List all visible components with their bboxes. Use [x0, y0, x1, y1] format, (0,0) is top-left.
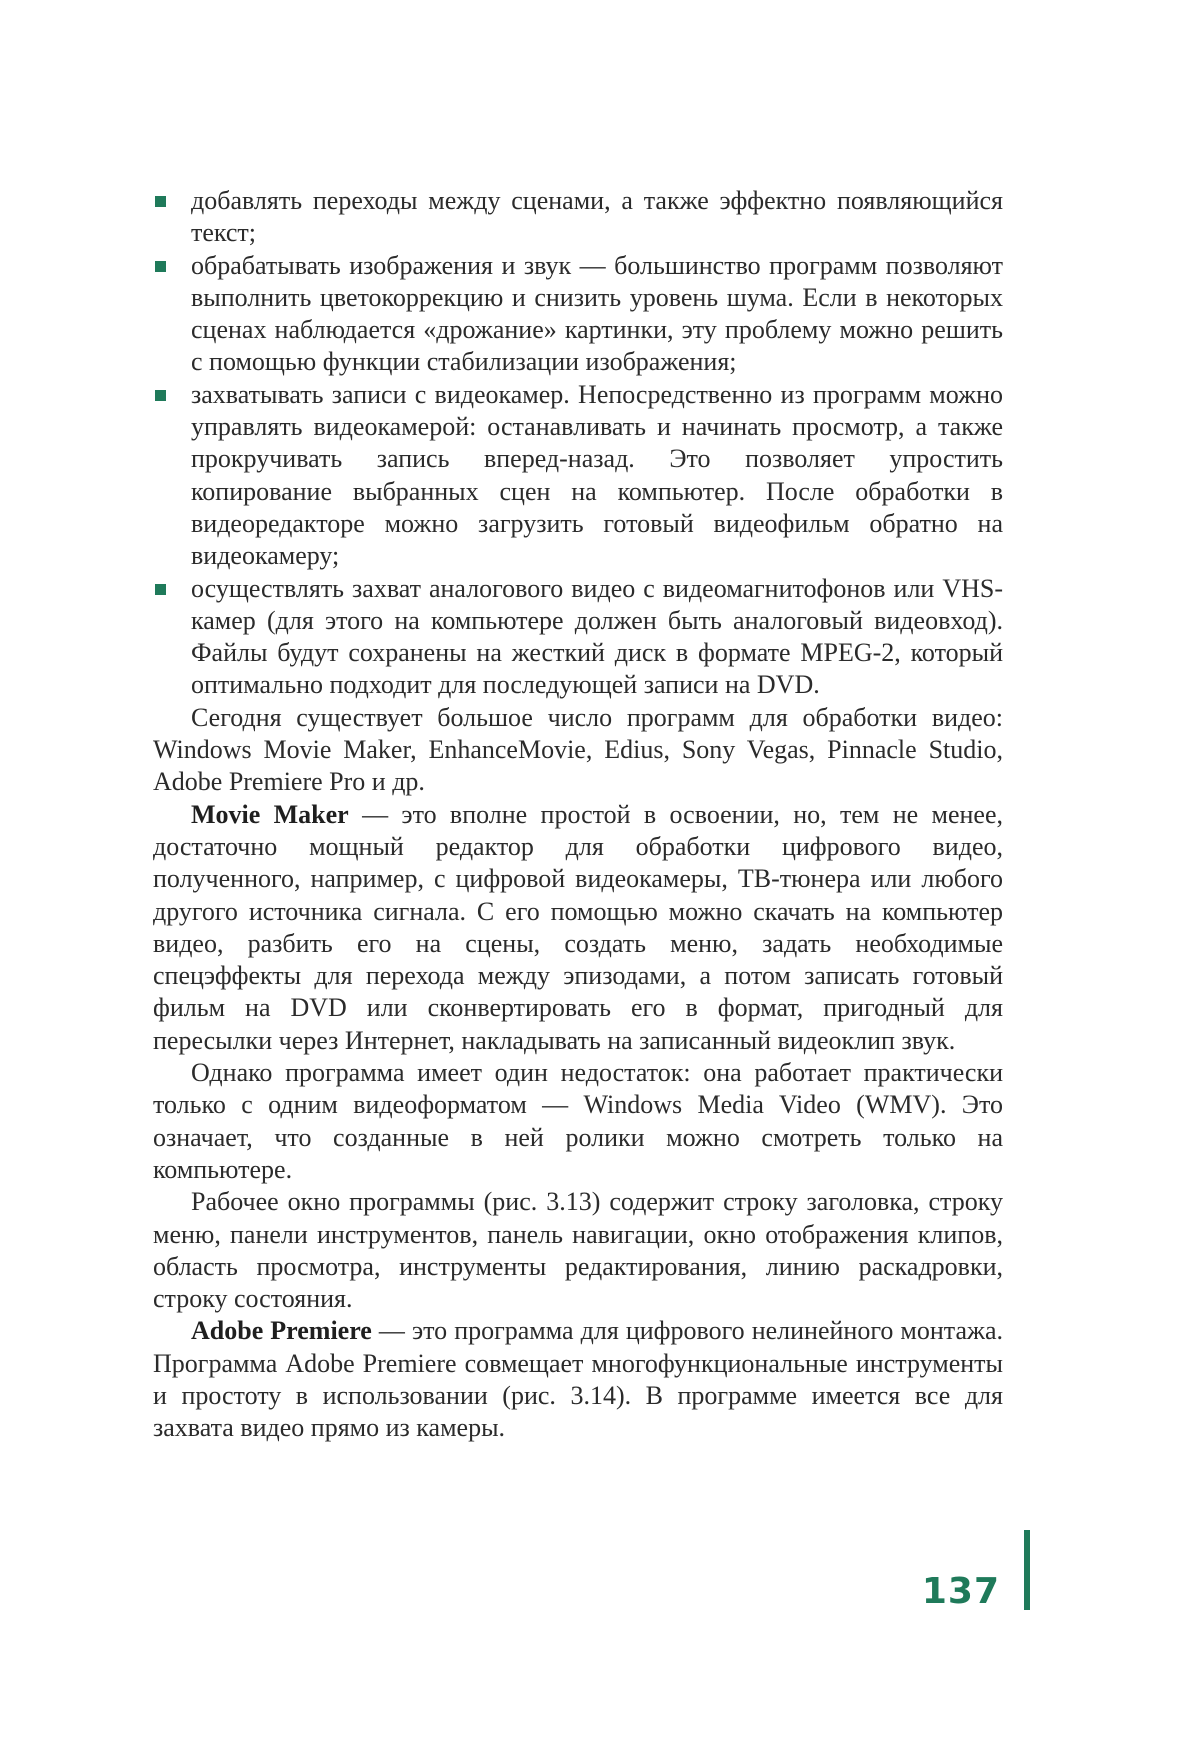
term-adobe-premiere: Adobe Premiere — [191, 1316, 372, 1346]
term-movie-maker: Movie Maker — [191, 799, 349, 829]
paragraph-programs-overview: Сегодня существует большое число программ для обработки видео: Windows Movie Maker, EnhanceMovie, Edius, Sony Vegas, Pinnacle Studio, Adobe Premiere Pro и др. — [153, 702, 1003, 797]
paragraph-movie-maker — [153, 799, 1003, 1057]
paragraph-movie-maker-text: — это вполне простой в освоении, но, тем не менее, достаточно мощный редактор для обработки цифрового видео, полученного, например, с цифровой видеокамеры, ТВ-тюнера или любого другого источника сигнала. С его помощью можно скачать на компьютер видео, разбить его на сцены, создать меню, задать необходимые спецэффекты для перехода между эпизодами, а потом записать готовый фильм на DVD или сконвертировать его в формат, пригодный для пересылки через Интернет, накладывать на записанный видеоклип звук. — [153, 799, 1003, 1055]
square-bullet-icon — [155, 196, 166, 207]
list-item — [153, 573, 1003, 702]
list-item — [153, 379, 1003, 573]
page-number: 137 — [921, 1571, 1000, 1612]
list-item — [153, 250, 1003, 379]
page-edge-rule — [1024, 1530, 1030, 1610]
paragraph-window-description: Рабочее окно программы (рис. 3.13) содержит строку заголовка, строку меню, панели инструментов, панель навигации, окно отображения клипов, область просмотра, инструменты редактирования, линию раскадровки, строку состояния. — [153, 1187, 1003, 1314]
paragraph-adobe-premiere-text: — это программа для цифрового нелинейного монтажа. Программа Adobe Premiere совмещает многофункциональные инструменты и простоту в использовании (рис. 3.14). В программе имеется все для захвата видео прямо из камеры. — [153, 1316, 1004, 1443]
square-bullet-icon — [155, 584, 166, 595]
square-bullet-icon — [155, 390, 166, 401]
paragraph-adobe-premiere — [153, 1315, 1003, 1444]
page-body — [153, 185, 1003, 1445]
list-item — [153, 185, 1003, 250]
square-bullet-icon — [155, 261, 166, 272]
list-item-text: захватывать записи с видеокамер. Непосредственно из программ можно управлять видеокамерой: останавливать и начинать просмотр, а также прокручивать запись вперед-назад. Это позволяет упростить копирование выбранных сцен на компьютер. После обработки в видеоредакторе можно загрузить готовый видеофильм обратно на видеокамеру; — [191, 379, 1003, 571]
list-item-text: добавлять переходы между сценами, а также эффектно появляющийся текст; — [191, 186, 1003, 248]
list-item-text: осуществлять захват аналогового видео с видеомагнитофонов или VHS-камер (для этого на компьютере должен быть аналоговый видеовход). Файлы будут сохранены на жесткий диск в формате MPEG-2, который оптимально подходит для последующей записи на DVD. — [191, 573, 1003, 700]
paragraph-limitation: Однако программа имеет один недостаток: она работает практически только с одним видеоформатом — Windows Media Video (WMV). Это означает, что созданные в ней ролики можно смотреть только на компьютере. — [153, 1058, 1003, 1184]
capabilities-list — [153, 185, 1003, 702]
list-item-text: обрабатывать изображения и звук — большинство программ позволяют выполнить цветокоррекцию и снизить уровень шума. Если в некоторых сценах наблюдается «дрожание» картинки, эту проблему можно решить с помощью функции стабилизации изображения; — [191, 250, 1003, 377]
